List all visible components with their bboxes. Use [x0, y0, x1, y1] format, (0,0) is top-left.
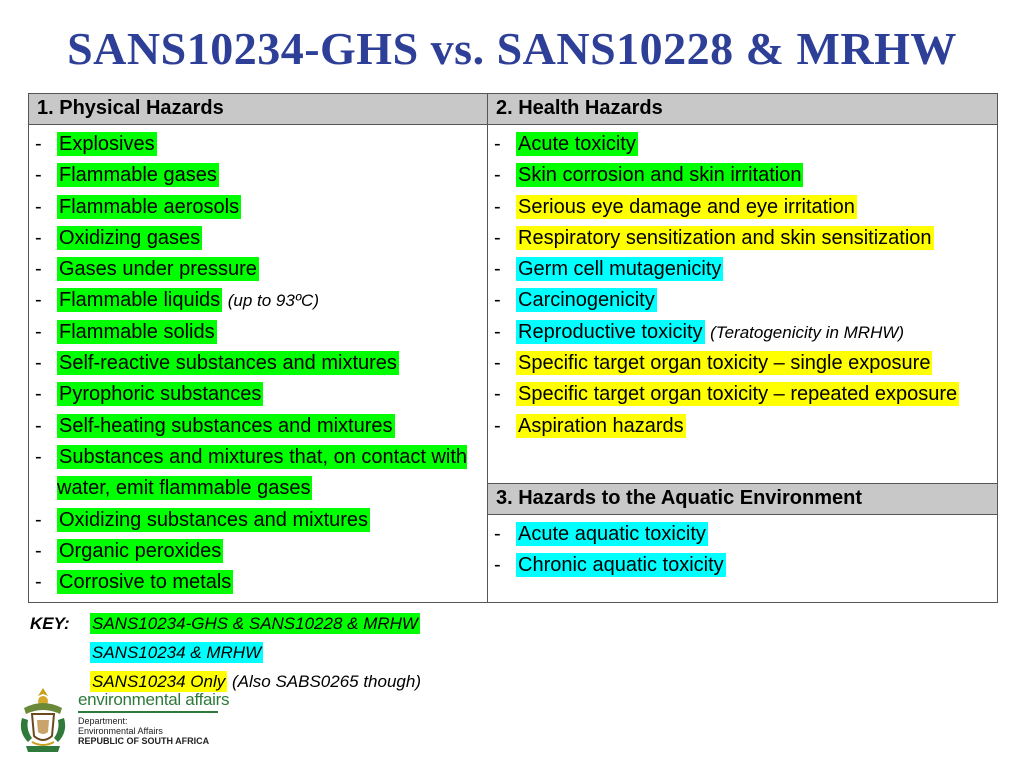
hazard-item-text: Self-reactive substances and mixtures [59, 352, 397, 375]
hazard-item [35, 223, 487, 254]
logo-line-3: REPUBLIC OF SOUTH AFRICA [78, 736, 210, 746]
hazard-item [494, 160, 997, 191]
aquatic-hazards-header: 3. Hazards to the Aquatic Environment [488, 484, 998, 515]
physical-hazards-cell [29, 125, 488, 603]
hazard-item-text: Flammable gases [59, 164, 217, 187]
hazard-item-text: Organic peroxides [59, 539, 222, 562]
hazard-item [494, 348, 997, 379]
hazard-item [35, 567, 487, 598]
hazard-item-text: Flammable aerosols [59, 195, 240, 218]
aquatic-hazards-cell [488, 515, 998, 603]
hazard-item-text: Carcinogenicity [518, 289, 655, 312]
hazard-item [35, 285, 487, 316]
logo-rule [78, 711, 218, 713]
logo-line-1: Department: [78, 716, 128, 726]
key-green-entry: SANS10234-GHS & SANS10228 & MRHW [92, 614, 418, 633]
hazard-item-text: Reproductive toxicity [518, 320, 703, 343]
hazard-item-text: Specific target organ toxicity – repeated exposure [518, 383, 958, 406]
hazard-item [35, 317, 487, 348]
hazard-item-text: Substances and mixtures that, on contact with water, emit flammable gases [57, 445, 467, 500]
hazard-item [35, 536, 487, 567]
hazard-item-note: (Teratogenicity in MRHW) [710, 322, 905, 342]
hazard-item-text: Germ cell mutagenicity [518, 258, 722, 281]
hazard-item [35, 254, 487, 285]
logo-line-2: Environmental Affairs [78, 726, 163, 736]
hazard-item-text: Serious eye damage and eye irritation [518, 195, 855, 218]
hazard-item-text: Pyrophoric substances [59, 383, 262, 406]
hazard-item [35, 160, 487, 191]
hazard-item-note: (up to 93ºC) [227, 291, 319, 311]
hazard-item [494, 285, 997, 316]
department-logo [14, 684, 230, 756]
hazard-item [494, 129, 997, 160]
physical-hazards-header: 1. Physical Hazards [29, 94, 488, 125]
aquatic-hazards-list [488, 515, 997, 586]
hazard-item [494, 223, 997, 254]
hazards-table [28, 93, 998, 603]
hazard-item [35, 192, 487, 223]
hazard-item-text: Skin corrosion and skin irritation [518, 164, 802, 187]
hazard-item [35, 379, 487, 410]
key-cyan-entry: SANS10234 & MRHW [92, 643, 262, 662]
hazard-item [494, 411, 997, 442]
hazard-item-text: Oxidizing substances and mixtures [59, 508, 369, 531]
hazard-item [35, 348, 487, 379]
hazard-item-text: Self-heating substances and mixtures [59, 414, 393, 437]
key-yellow-note: (Also SABS0265 though) [231, 672, 421, 691]
hazard-item-text: Flammable solids [59, 320, 215, 343]
hazard-item [494, 317, 997, 348]
hazard-item [494, 254, 997, 285]
hazard-item-text: Oxidizing gases [59, 226, 201, 249]
key-label: KEY: [30, 614, 70, 633]
hazard-item [35, 411, 487, 442]
coat-of-arms-icon [14, 684, 72, 756]
hazard-item-text: Acute toxicity [518, 133, 636, 155]
hazard-item-text: Specific target organ toxicity – single exposure [518, 352, 931, 375]
hazard-item-text: Acute aquatic toxicity [518, 523, 706, 545]
hazard-item-text: Corrosive to metals [59, 571, 232, 594]
hazard-item-text: Chronic aquatic toxicity [518, 554, 724, 577]
logo-name: environmental affairs [78, 690, 230, 709]
hazard-item-text: Gases under pressure [59, 258, 257, 281]
hazard-item [35, 129, 487, 160]
page-title: SANS10234-GHS vs. SANS10228 & MRHW [67, 23, 957, 74]
hazard-item-text: Flammable liquids [59, 289, 221, 312]
hazard-item [494, 519, 997, 550]
hazard-item-text: Aspiration hazards [518, 414, 684, 437]
hazard-item [35, 505, 487, 536]
hazard-item [35, 442, 487, 505]
health-hazards-header: 2. Health Hazards [488, 94, 998, 125]
hazard-item-text: Explosives [59, 133, 155, 155]
health-hazards-list [488, 125, 997, 446]
hazard-item [494, 192, 997, 223]
hazard-item-text: Respiratory sensitization and skin sensitization [518, 226, 932, 249]
hazard-item [494, 379, 997, 410]
hazard-item [494, 550, 997, 581]
physical-hazards-list [29, 125, 487, 602]
key-yellow-entry: SANS10234 Only [92, 672, 226, 691]
health-hazards-cell [488, 125, 998, 484]
